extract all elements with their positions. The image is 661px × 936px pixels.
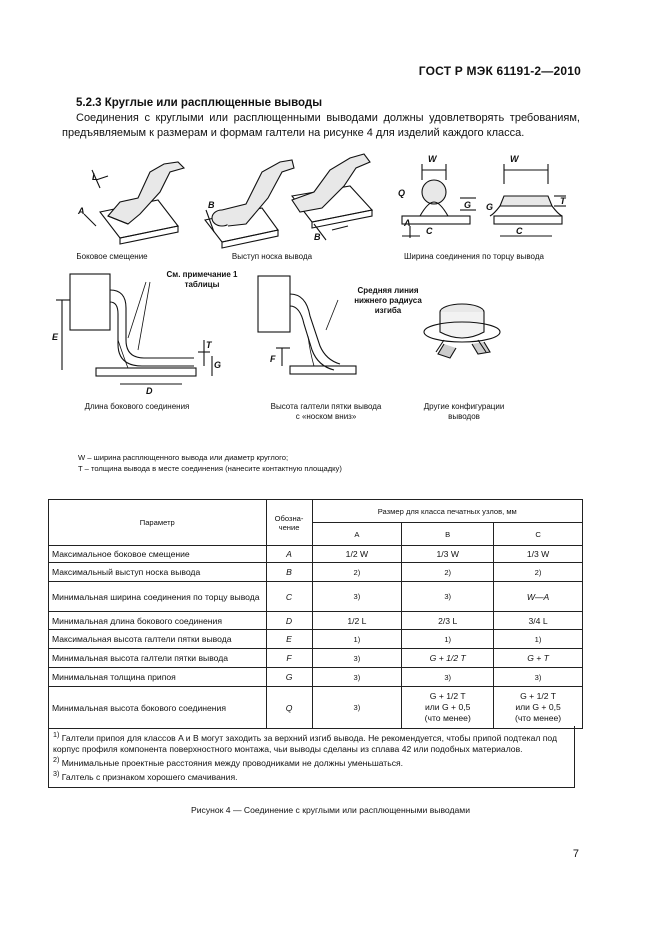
table-footnotes — [48, 726, 575, 788]
caption-side-offset: Боковое смещение — [76, 252, 148, 261]
callout-midline-line1: Средняя линия — [357, 286, 419, 295]
dim-label-t-flat: T — [560, 196, 566, 206]
row-param: Максимальный выступ носка вывода — [49, 563, 267, 582]
page-number: 7 — [572, 848, 579, 860]
side-offset-drawing — [84, 162, 184, 244]
row-param: Минимальная ширина соединения по торцу вывода — [49, 582, 267, 612]
row-symbol: A — [266, 546, 312, 563]
row-value-a: 3) — [312, 687, 402, 729]
row-value-b-line2: или G + 0,5 — [424, 702, 471, 712]
row-symbol: D — [266, 612, 312, 630]
row-value-b-line1: G + 1/2 T — [429, 691, 466, 701]
row-value-c: 1) — [494, 630, 583, 649]
footnote-3 — [53, 769, 570, 783]
callout-midline — [336, 286, 440, 316]
table-row — [49, 649, 583, 668]
footnote-3-text: Галтель с признаком хорошего смачивания. — [61, 771, 238, 782]
row-value-c — [494, 687, 583, 729]
table-header-row — [49, 500, 583, 523]
row-symbol: B — [266, 563, 312, 582]
table-row — [49, 563, 583, 582]
dim-label-b-toe: B — [208, 200, 215, 210]
row-value-a: 3) — [312, 582, 402, 612]
footnote-3-mark: 3) — [53, 769, 60, 778]
header-class-b: B — [402, 523, 494, 546]
dim-label-g-round: G — [464, 200, 472, 210]
dim-label-e: E — [52, 332, 59, 342]
table-row — [49, 612, 583, 630]
dim-label-q-round: Q — [398, 188, 406, 198]
callout-note-1 — [156, 270, 248, 290]
table-row — [49, 630, 583, 649]
row-value-b: 3) — [402, 582, 494, 612]
row-value-b: 3) — [402, 668, 494, 687]
figure-legend-w: W – ширина расплющенного вывода или диаметр круглого; — [78, 453, 289, 462]
dim-label-g-side: G — [214, 360, 222, 370]
row-symbol: C — [266, 582, 312, 612]
row-value-c: 1/3 W — [494, 546, 583, 563]
figure-4-drawings — [0, 140, 661, 440]
row-value-c-line2: или G + 0,5 — [515, 702, 561, 712]
footnote-2-mark: 2) — [53, 755, 60, 764]
table-row — [49, 668, 583, 687]
toe-overhang-b-drawing — [292, 154, 372, 240]
row-param: Максимальное боковое смещение — [49, 546, 267, 563]
header-size: Размер для класса печатных узлов, мм — [312, 500, 582, 523]
dim-label-a-side: A — [78, 206, 85, 216]
caption-side-length: Длина бокового соединения — [84, 402, 190, 411]
end-width-flat-drawing — [490, 164, 566, 236]
table-row — [49, 687, 583, 729]
table-row — [49, 546, 583, 563]
row-value-c: W—A — [494, 582, 583, 612]
row-param: Минимальная высота бокового соединения — [49, 687, 267, 729]
section-title: 5.2.3 Круглые или расплющенные выводы — [76, 97, 323, 109]
callout-midline-line2: нижнего радиуса — [354, 296, 422, 305]
dim-label-c-flat: C — [516, 226, 523, 236]
side-joint-length-drawing — [56, 274, 212, 384]
caption-other-config: Другие конфигурации выводов — [423, 402, 505, 421]
table-row — [49, 582, 583, 612]
row-value-b: G + 1/2 T — [402, 649, 494, 668]
dim-label-b-toe2: B — [314, 232, 321, 242]
row-value-b: 1) — [402, 630, 494, 649]
callout-note-1-line1: См. примечание 1 — [166, 270, 238, 279]
row-param: Максимальная высота галтели пятки вывода — [49, 630, 267, 649]
row-value-b: 1/3 W — [402, 546, 494, 563]
row-value-c-line3: (что менее) — [514, 713, 562, 723]
row-value-b: 2) — [402, 563, 494, 582]
row-value-a: 1/2 W — [312, 546, 402, 563]
row-value-c: 3/4 L — [494, 612, 583, 630]
dim-label-a-round: A — [404, 218, 411, 228]
row-value-b — [402, 687, 494, 729]
footnote-1-text: Галтели припоя для классов A и B могут заходить за верхний изгиб вывода. Не рекомендуется, чтобы припой подтекал под корпус профиля компонента поверхностного монтажа, чьи выводы сделаны из сплава 42 или подобных материалов. — [53, 732, 558, 754]
document-header: ГОСТ Р МЭК 61191-2—2010 — [418, 64, 581, 78]
header-class-a: A — [312, 523, 402, 546]
caption-end-width: Ширина соединения по торцу вывода — [404, 252, 544, 261]
row-value-a: 2) — [312, 563, 402, 582]
row-param: Минимальная толщина припоя — [49, 668, 267, 687]
footnote-2-text: Минимальные проектные расстояния между проводниками не должны уменьшаться. — [61, 757, 404, 768]
footnote-1-mark: 1) — [53, 731, 60, 739]
dim-label-g-flat: G — [486, 202, 494, 212]
callout-midline-line3: изгиба — [374, 306, 402, 315]
caption-toe-overhang: Выступ носка вывода — [231, 252, 313, 261]
row-symbol: G — [266, 668, 312, 687]
row-symbol: E — [266, 630, 312, 649]
section-paragraph: Соединения с круглыми или расплющенными выводами должны удовлетворять требованиям, предъявляемым к размерам и формам галтели на рисунке 4 для изделий каждого класса. — [62, 112, 580, 139]
row-symbol: Q — [266, 687, 312, 729]
figure-caption: Рисунок 4 — Соединение с круглыми или расплющенными выводами — [190, 805, 471, 815]
row-value-a: 1/2 L — [312, 612, 402, 630]
figure-legend-t: T – толщина вывода в месте соединения (нанесите контактную площадку) — [78, 464, 342, 473]
parameters-table — [48, 499, 583, 729]
dim-label-c-round: C — [426, 226, 433, 236]
row-value-a: 1) — [312, 630, 402, 649]
row-param: Минимальная высота галтели пятки вывода — [49, 649, 267, 668]
row-value-b: 2/3 L — [402, 612, 494, 630]
dim-label-f: F — [270, 354, 276, 364]
dim-label-t-side: T — [206, 340, 212, 350]
row-symbol: F — [266, 649, 312, 668]
header-class-c: C — [494, 523, 583, 546]
row-value-a: 3) — [312, 649, 402, 668]
dim-label-d: D — [146, 386, 153, 396]
caption-heel-height: Высота галтели пятки вывода с «носком вниз» — [270, 402, 382, 421]
callout-note-1-line2: таблицы — [184, 280, 220, 289]
header-symbol: Обозна-чение — [266, 500, 312, 546]
row-param: Минимальная длина бокового соединения — [49, 612, 267, 630]
row-value-a: 3) — [312, 668, 402, 687]
toe-overhang-drawing — [205, 160, 294, 248]
row-value-c: 2) — [494, 563, 583, 582]
footnote-2 — [53, 755, 570, 769]
row-value-c-line1: G + 1/2 T — [520, 691, 557, 701]
row-value-c: G + T — [494, 649, 583, 668]
footnote-1 — [53, 730, 570, 755]
header-param: Параметр — [49, 500, 267, 546]
dim-label-w-flat: W — [510, 154, 519, 164]
dim-label-w-round: W — [428, 154, 437, 164]
dim-label-l: L — [92, 172, 98, 182]
row-value-c: 3) — [494, 668, 583, 687]
row-value-b-line3: (что менее) — [424, 713, 471, 723]
